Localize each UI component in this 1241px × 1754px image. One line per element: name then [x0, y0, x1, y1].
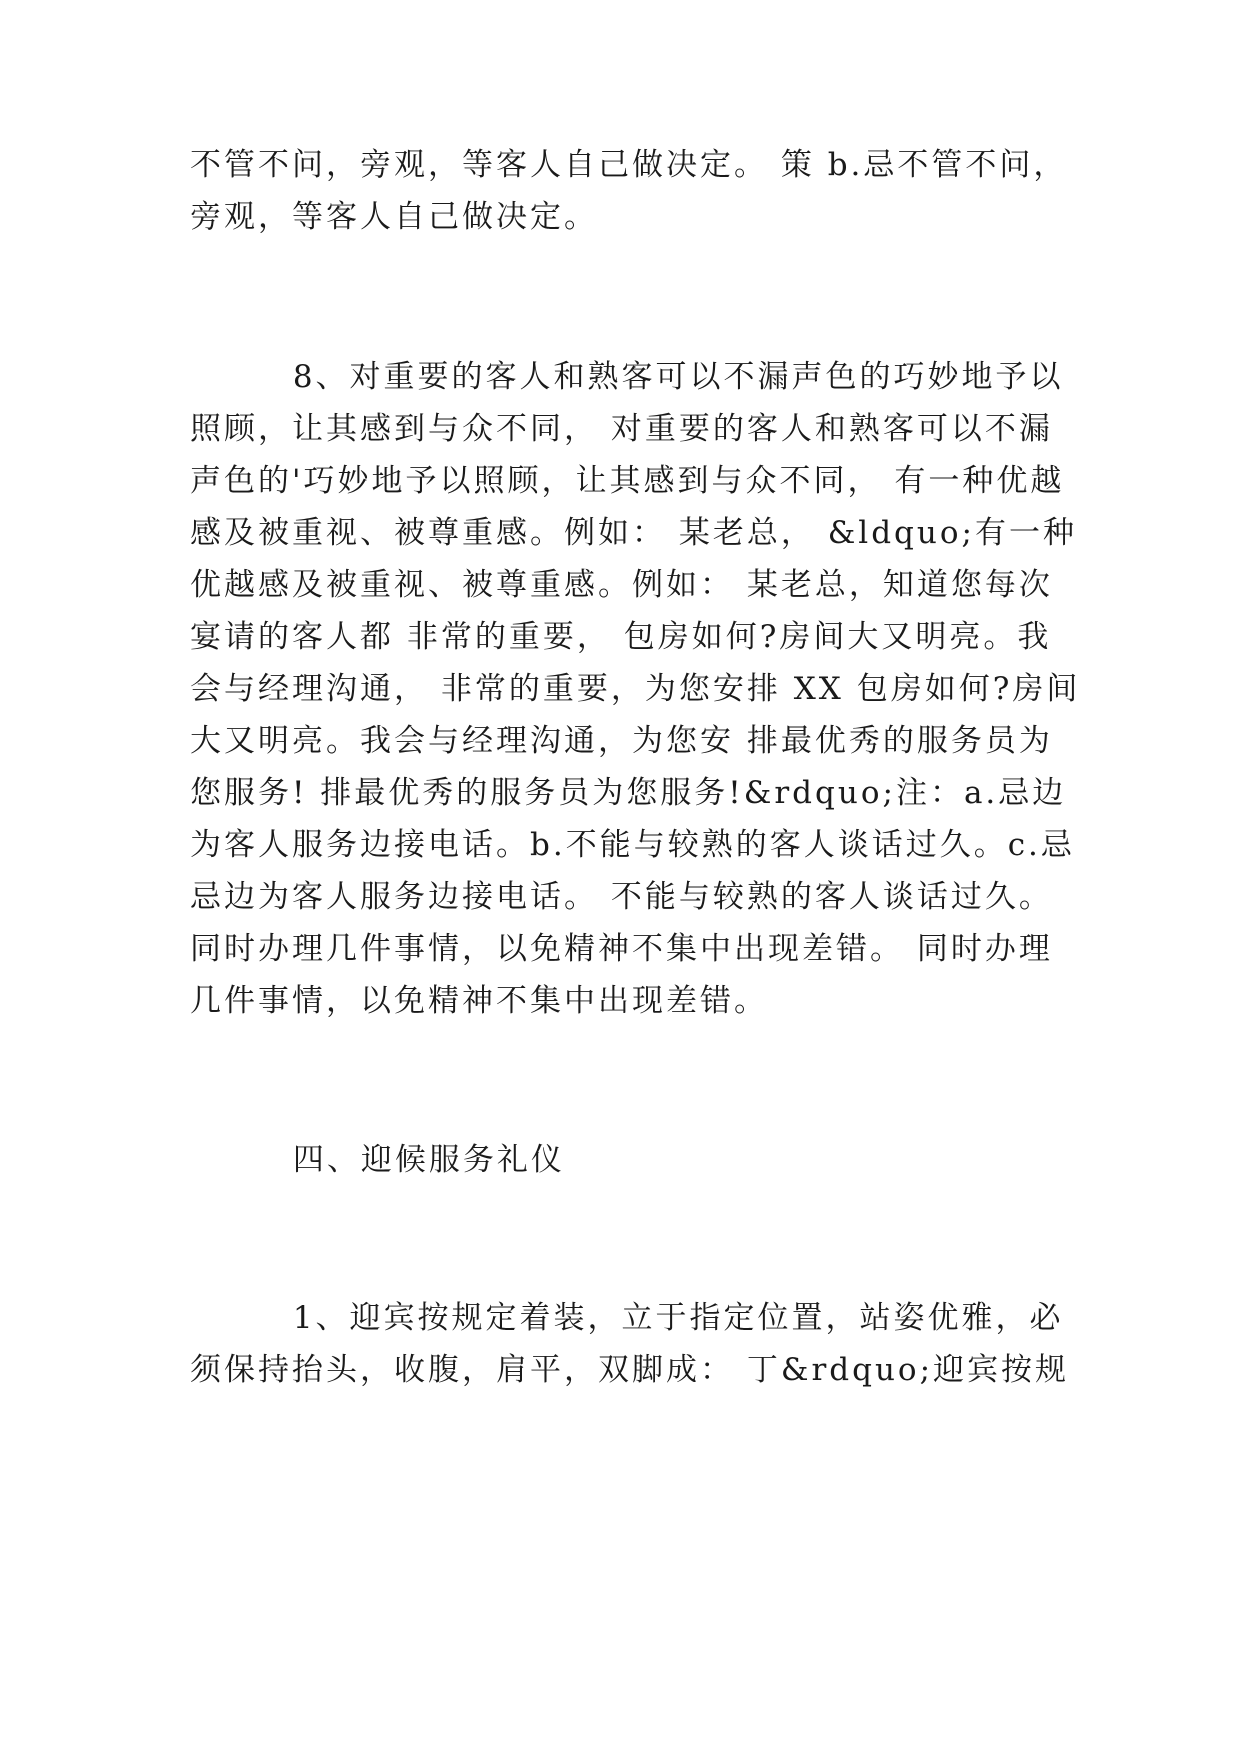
text-line: 忌边为客人服务边接电话。 不能与较熟的客人谈话过久。	[190, 879, 1053, 915]
text-line: 旁观，等客人自己做决定。	[190, 199, 598, 235]
text-line: 您服务! 排最优秀的服务员为您服务!&rdquo;注：a.忌边	[190, 775, 1067, 811]
section-heading: 四、迎候服务礼仪	[190, 1142, 565, 1178]
text-line: 宴请的客人都 非常的重要， 包房如何?房间大又明亮。我	[190, 619, 1052, 655]
text-line: 几件事情，以免精神不集中出现差错。	[190, 983, 768, 1019]
text-line: 会与经理沟通， 非常的重要，为您安排 XX 包房如何?房间	[190, 671, 1081, 707]
text-line: 照顾，让其感到与众不同， 对重要的客人和熟客可以不漏	[190, 411, 1053, 447]
text-line: 8、对重要的客人和熟客可以不漏声色的巧妙地予以	[190, 359, 1064, 395]
text-line: 大又明亮。我会与经理沟通，为您安 排最优秀的服务员为	[190, 723, 1053, 759]
text-line: 须保持抬头，收腹，肩平，双脚成： 丁&rdquo;迎宾按规	[190, 1352, 1070, 1388]
text-line: 感及被重视、被尊重感。例如： 某老总， &ldquo;有一种	[190, 515, 1077, 551]
text-line: 同时办理几件事情，以免精神不集中出现差错。 同时办理	[190, 931, 1053, 967]
text-line: 优越感及被重视、被尊重感。例如： 某老总，知道您每次	[190, 567, 1053, 603]
text-line: 为客人服务边接电话。b.不能与较熟的客人谈话过久。c.忌	[190, 827, 1075, 863]
text-line: 1、迎宾按规定着装，立于指定位置，站姿优雅，必	[190, 1300, 1064, 1336]
text-line: 不管不问，旁观，等客人自己做决定。 策 b.忌不管不问，	[190, 147, 1068, 183]
text-line: 声色的'巧妙地予以照顾，让其感到与众不同， 有一种优越	[190, 463, 1065, 499]
